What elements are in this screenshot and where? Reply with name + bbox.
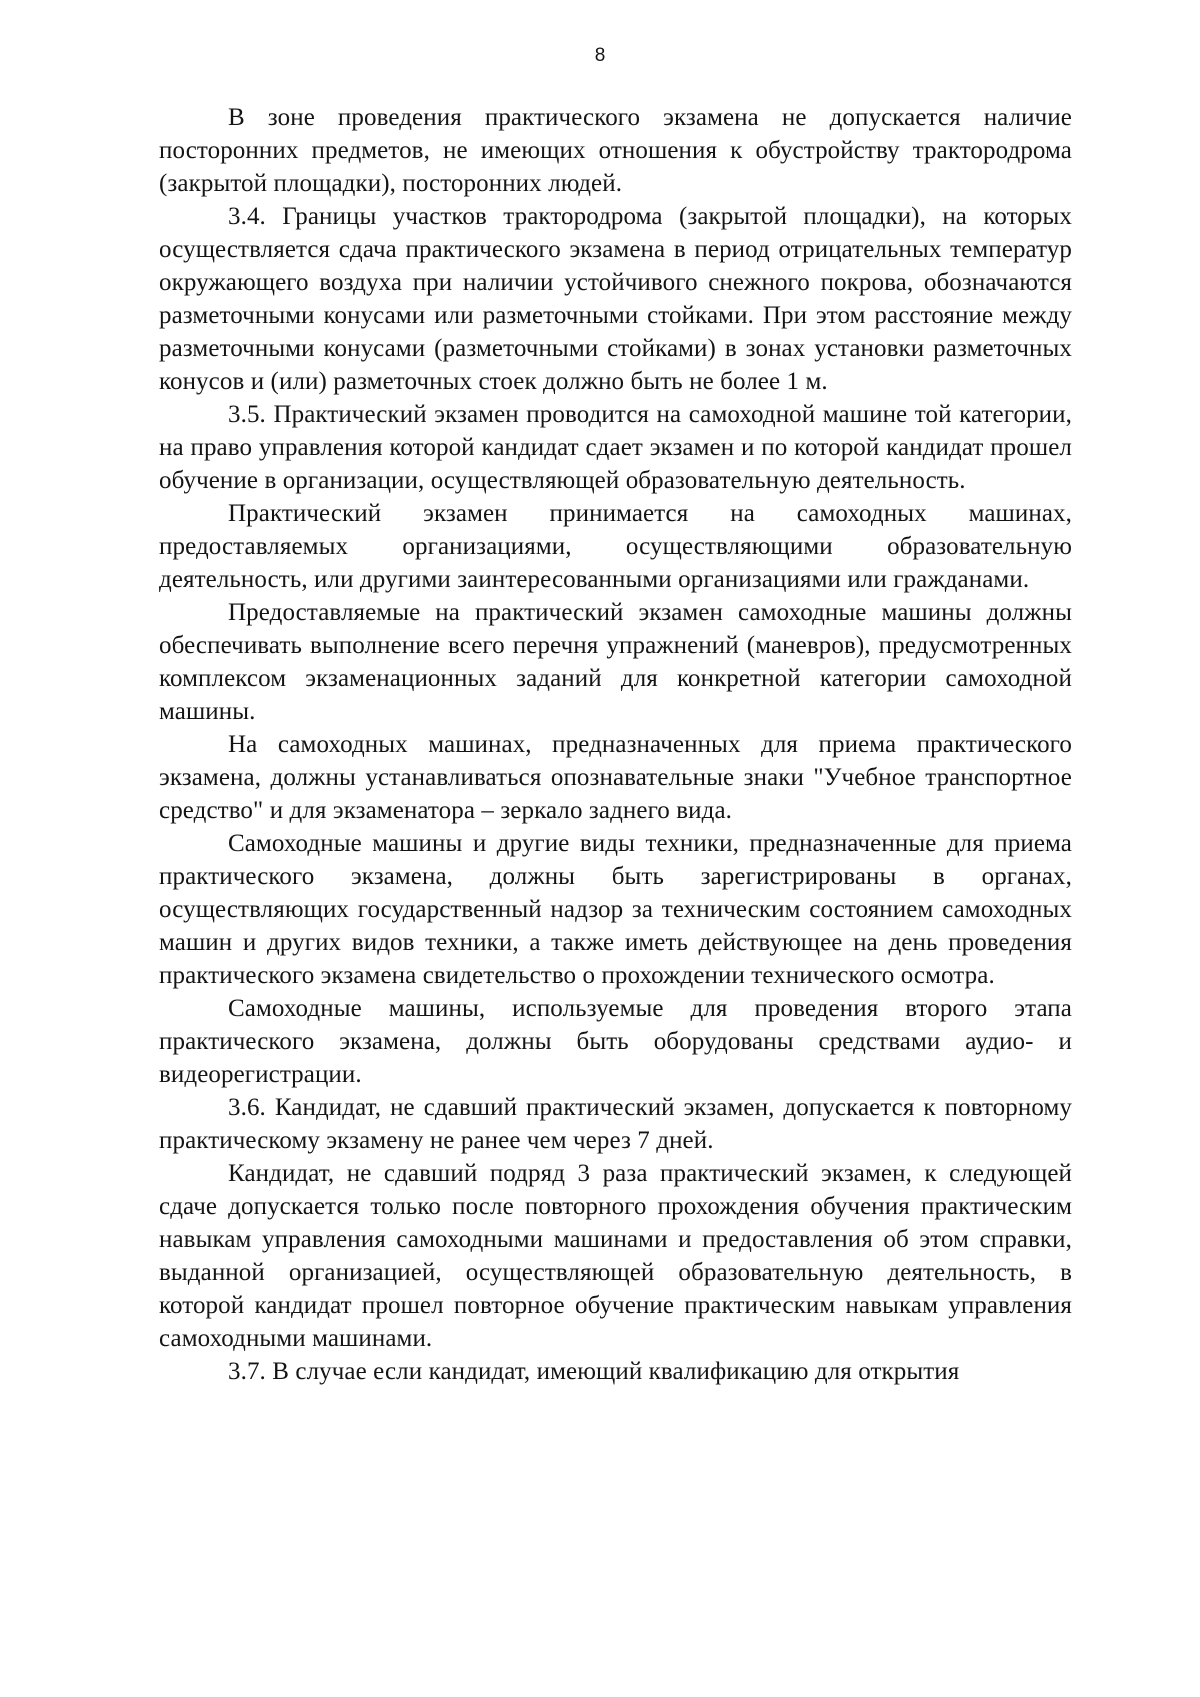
paragraph-3-7-qualification: 3.7. В случае если кандидат, имеющий квалификацию для открытия: [228, 1358, 960, 1385]
paragraph-exam-vehicles-provided: Практический экзамен принимается на самоходных машинах, предоставляемых организациями, осуществляющими образовательную деятельность, или другими заинтересованными организациями или гражданами.: [159, 500, 1072, 593]
paragraph-3-6-retake: 3.6. Кандидат, не сдавший практический экзамен, допускается к повторному практическому экзамену не ранее чем через 7 дней.: [159, 1094, 1072, 1154]
paragraph-exam-zone: В зоне проведения практического экзамена не допускается наличие посторонних предметов, не имеющих отношения к обустройству трактородрома (закрытой площадки), посторонних людей.: [159, 104, 1072, 197]
paragraph-audio-video: Самоходные машины, используемые для проведения второго этапа практического экзамена, должны быть оборудованы средствами аудио- и видеорегистрации.: [159, 995, 1072, 1088]
paragraph-3-5-exam-vehicle: 3.5. Практический экзамен проводится на самоходной машине той категории, на право управления которой кандидат сдает экзамен и по которой кандидат прошел обучение в организации, осуществляющей образовательную деятельность.: [159, 401, 1072, 494]
document-body: [159, 101, 1072, 1388]
paragraph-3-4-boundaries: 3.4. Границы участков трактородрома (закрытой площадки), на которых осуществляется сдача практического экзамена в период отрицательных температур окружающего воздуха при наличии устойчивого снежного покрова, обозначаются разметочными конусами или разметочными стойками. При этом расстояние между разметочными конусами (разметочными стойками) в зонах установки разметочных конусов и (или) разметочных стоек должно быть не более 1 м.: [159, 203, 1072, 395]
paragraph-registration: Самоходные машины и другие виды техники, предназначенные для приема практического экзамена, должны быть зарегистрированы в органах, осуществляющих государственный надзор за техническим состоянием самоходных машин и других видов техники, а также иметь действующее на день проведения практического экзамена свидетельство о прохождении технического осмотра.: [159, 830, 1072, 989]
page-number: 8: [594, 45, 606, 66]
paragraph-training-signs: На самоходных машинах, предназначенных для приема практического экзамена, должны устанавливаться опознавательные знаки "Учебное транспортное средство" и для экзаменатора – зеркало заднего вида.: [159, 731, 1072, 824]
paragraph-three-failures: Кандидат, не сдавший подряд 3 раза практический экзамен, к следующей сдаче допускается только после повторного прохождения обучения практическим навыкам управления самоходными машинами и предоставления об этом справки, выданной организацией, осуществляющей образовательную деятельность, в которой кандидат прошел повторное обучение практическим навыкам управления самоходными машинами.: [159, 1160, 1072, 1352]
paragraph-exercise-list: Предоставляемые на практический экзамен самоходные машины должны обеспечивать выполнение всего перечня упражнений (маневров), предусмотренных комплексом экзаменационных заданий для конкретной категории самоходной машины.: [159, 599, 1072, 725]
